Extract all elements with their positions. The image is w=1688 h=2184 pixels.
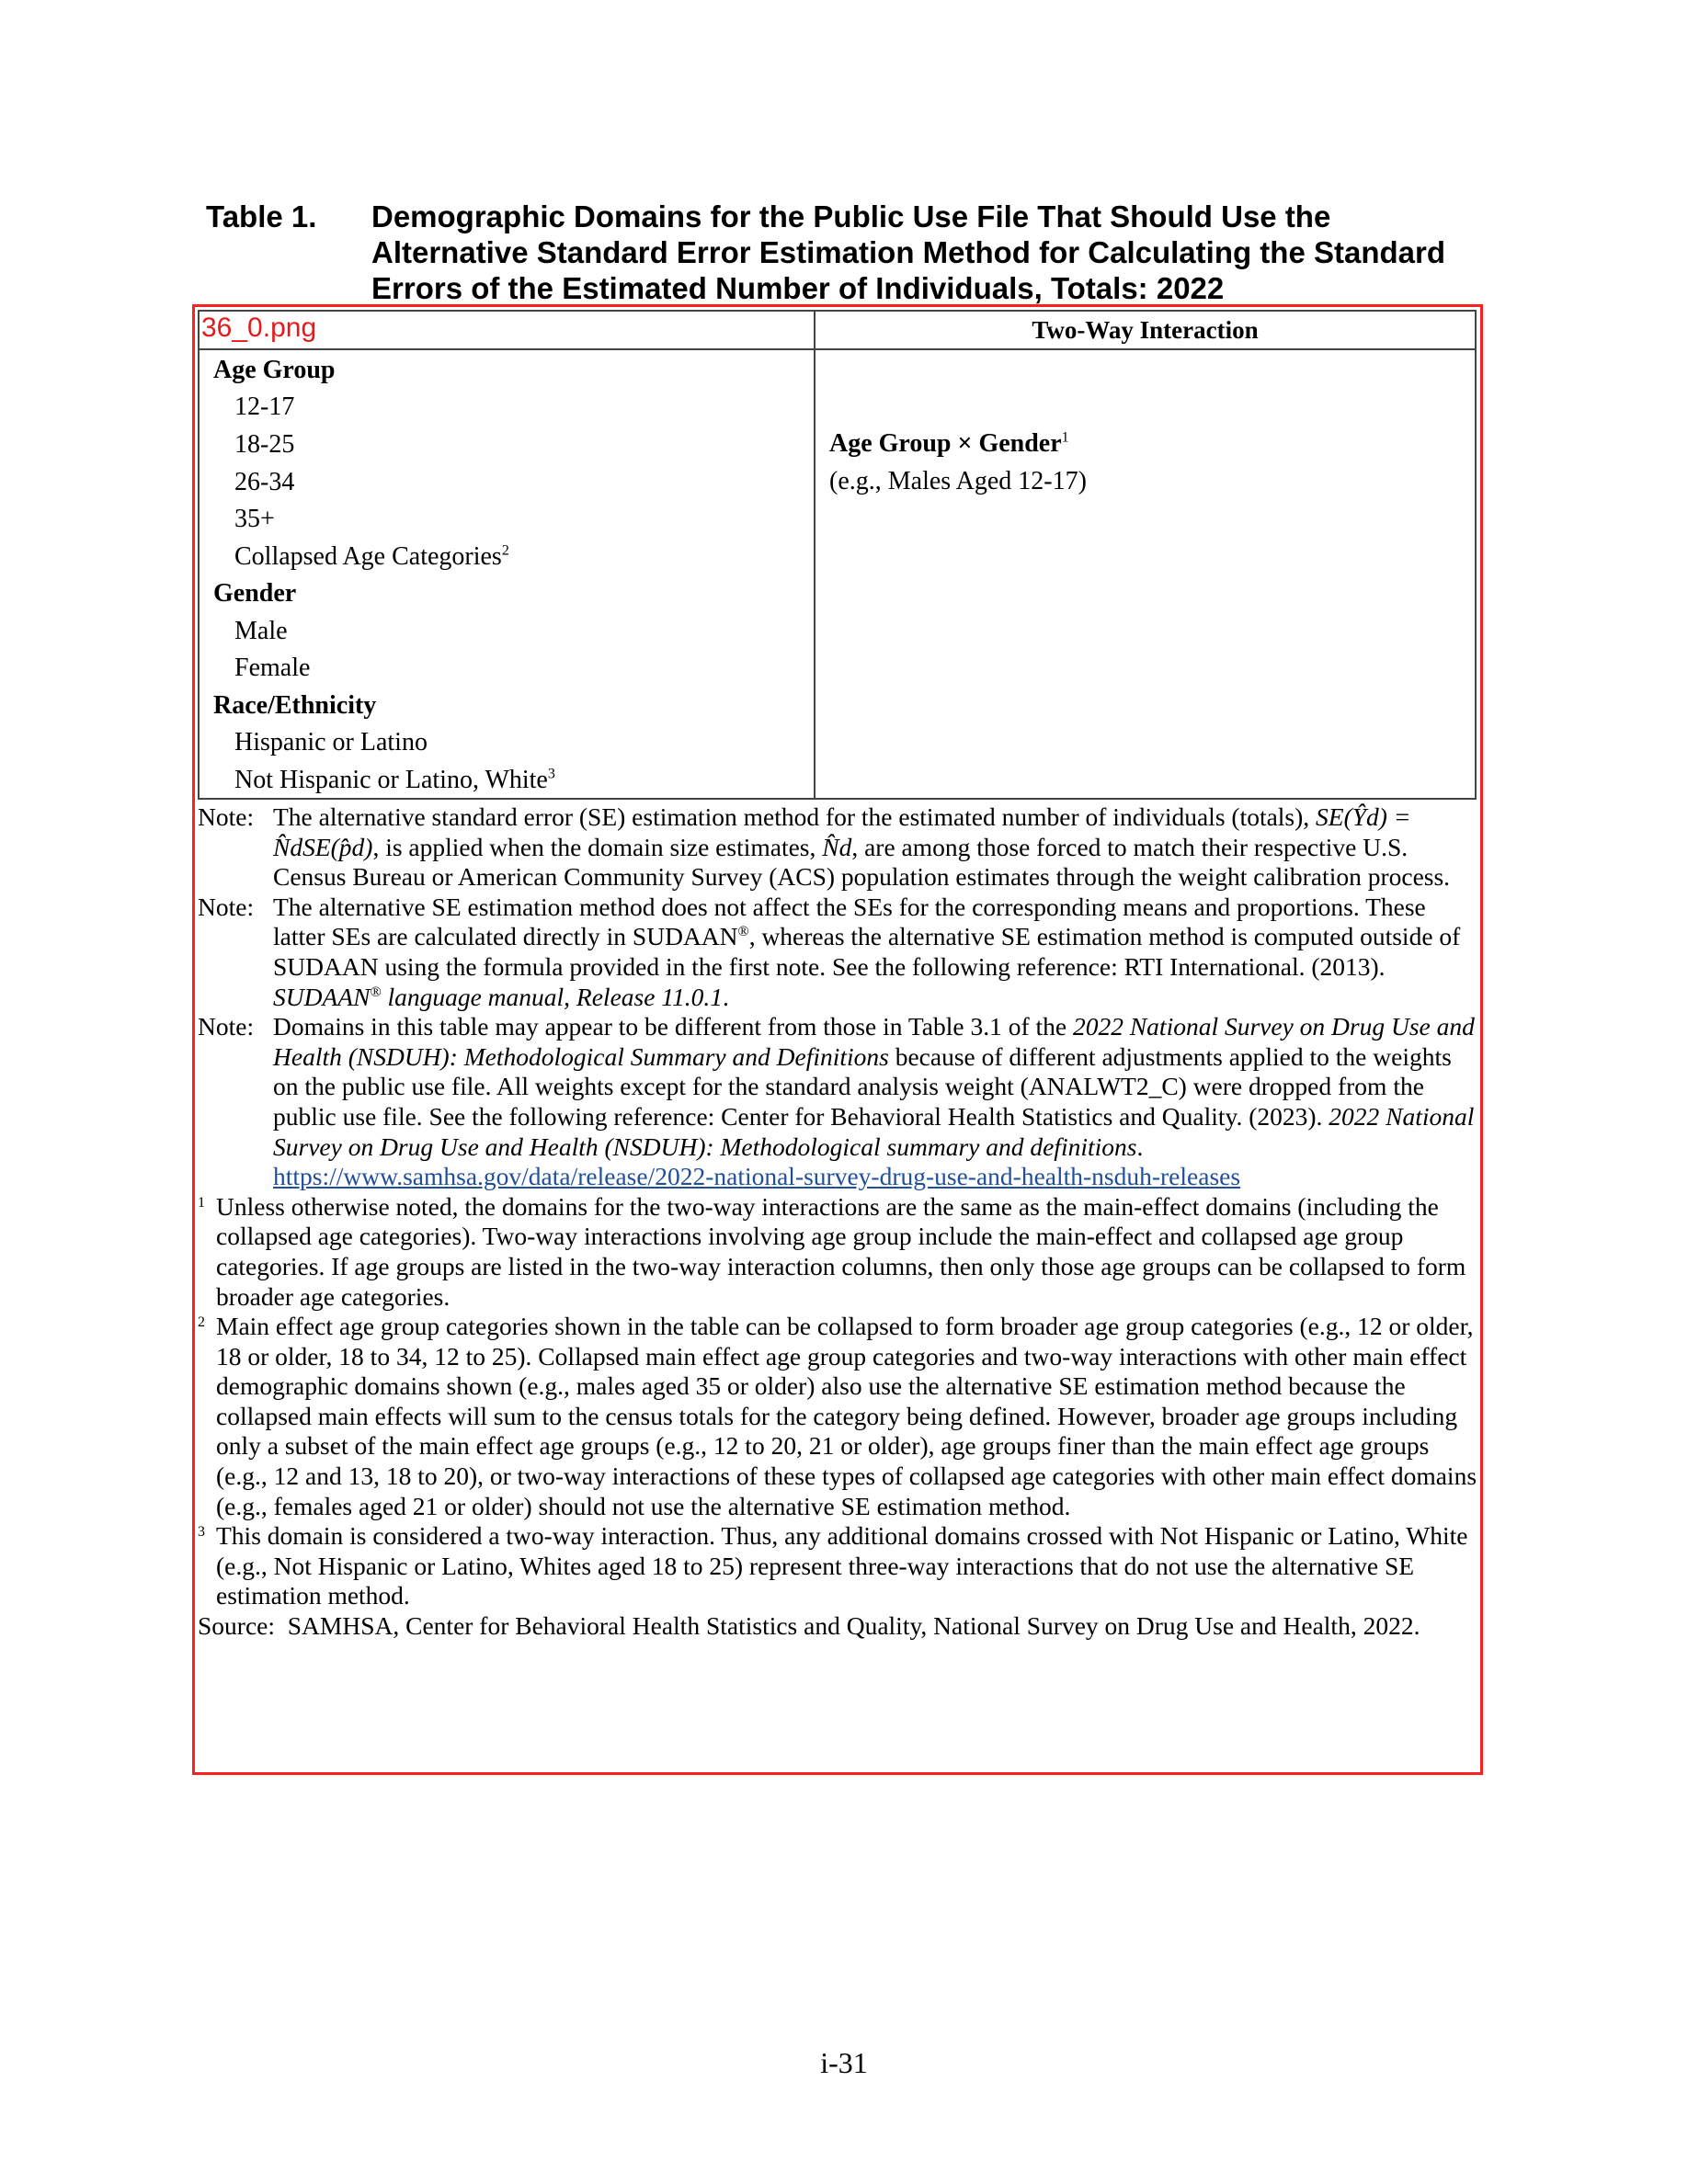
heading-race-ethnicity: Race/Ethnicity xyxy=(213,691,377,720)
interaction-label: Age Group × Gender xyxy=(829,429,1062,458)
footnote-marker: 1 xyxy=(198,1194,205,1211)
footnote-marker: 2 xyxy=(198,1314,205,1331)
footnote-2 xyxy=(198,1312,1480,1521)
source-text: SAMHSA, Center for Behavioral Health Statistics and Quality, National Survey on Drug Use and Health, 2022. xyxy=(287,1611,1420,1641)
heading-age-group: Age Group xyxy=(213,356,336,384)
header-two-way-interaction: Two-Way Interaction xyxy=(815,312,1475,350)
note-1-mid: , is applied when the domain size estimates, xyxy=(372,832,816,861)
nd-symbol: N̂d xyxy=(822,832,852,861)
interaction-column xyxy=(815,350,1475,798)
samhsa-release-link[interactable]: https://www.samhsa.gov/data/release/2022-national-survey-drug-use-and-health-nsduh-releases xyxy=(273,1162,1241,1191)
sudaan-italic-2: language manual, Release 11.0.1 xyxy=(387,982,724,1011)
note-1 xyxy=(198,802,1480,893)
gender-female: Female xyxy=(234,654,311,682)
note-2-a: The alternative SE estimation method does not affect the SEs for the corresponding means and proportions. These latter SEs are calculated directly in SUDAAN xyxy=(273,892,1426,951)
heading-gender: Gender xyxy=(213,579,297,608)
page-number: i-31 xyxy=(820,2046,868,2079)
source-note xyxy=(198,1611,1480,1642)
note-label: Note: xyxy=(198,1012,255,1041)
sudaan-manual-title xyxy=(273,983,723,1011)
gender-male: Male xyxy=(234,617,288,645)
source-label: Source: xyxy=(198,1611,276,1641)
not-hispanic-label: Not Hispanic or Latino, White xyxy=(234,766,548,794)
interaction-example: (e.g., Males Aged 12-17) xyxy=(829,467,1087,495)
se-formula: SE(Ŷd) = N̂dSE(p̂d) xyxy=(273,802,1411,861)
table-title-text: Demographic Domains for the Public Use File That Should Use the Alternative Standard Error Estimation Method for Calculating the Standard Errors of the Estimated Number of Individuals, Totals: 2022 xyxy=(371,199,1445,305)
footnote-3-text: This domain is considered a two-way interaction. Thus, any additional domains crossed with Not Hispanic or Latino, White (e.g., Not Hispanic or Latino, Whites aged 18 to 25) represent three-way interactions that do not use the alternative SE estimation method. xyxy=(216,1521,1468,1610)
table-title xyxy=(206,199,1493,306)
age-18-25: 18-25 xyxy=(234,430,295,459)
collapsed-age-categories xyxy=(234,541,509,573)
footnote-1-text: Unless otherwise noted, the domains for the two-way interactions are the same as the main-effect domains (including the collapsed age categories). Two-way interactions involving age group include the main-effect and collapsed age group categories. If age groups are listed in the two-way interaction columns, then only those age groups can be collapsed to form broader age categories. xyxy=(216,1191,1466,1311)
note-3-italic-2: 2022 National Survey on Drug Use and Health (NSDUH): Methodological summary and definitions xyxy=(273,1101,1475,1161)
note-label: Note: xyxy=(198,802,255,831)
registered-mark: ® xyxy=(737,924,749,940)
notes-section xyxy=(198,802,1480,1642)
age-26-34: 26-34 xyxy=(234,468,295,496)
note-2-b: , whereas the alternative SE estimation method is computed outside of SUDAAN using the formula provided in the first note. See the following reference: RTI International. (2013). xyxy=(273,922,1461,981)
race-hispanic: Hispanic or Latino xyxy=(234,728,428,756)
not-hispanic-footnote-marker: 3 xyxy=(547,766,555,782)
note-1-rest: , are among those forced to match their respective U.S. Census Bureau or American Community Survey (ACS) population estimates through the weight calibration process. xyxy=(273,832,1451,892)
sudaan-italic: SUDAAN xyxy=(273,982,371,1011)
domains-table xyxy=(198,310,1477,800)
note-3-italic: 2022 National Survey on Drug Use and Health (NSDUH): Methodological Summary and Definitions xyxy=(273,1012,1475,1071)
note-1-line1: The alternative standard error (SE) estimation method for the estimated number of individuals (totals), xyxy=(273,802,1310,831)
age-35-plus: 35+ xyxy=(234,505,275,533)
footnote-1 xyxy=(198,1192,1480,1312)
race-not-hispanic-white xyxy=(234,765,555,796)
interaction-footnote-marker: 1 xyxy=(1061,429,1069,446)
collapsed-label: Collapsed Age Categories xyxy=(234,542,502,571)
note-3-a: Domains in this table may appear to be different from those in Table 3.1 of the xyxy=(273,1012,1067,1041)
footnote-2-text: Main effect age group categories shown in the table can be collapsed to form broader age group categories (e.g., 12 or older, 18 or older, 18 to 34, 12 to 25). Collapsed main effect age group categories and two-way interactions with other main effect demographic domains shown (e.g., males aged 35 or older) also use the alternative SE estimation method because the collapsed main effects will sum to the census totals for the category being defined. However, broader age groups including only a subset of the main effect age groups (e.g., 12 to 20, 21 or older), age groups finer than the main effect age groups (e.g., 12 and 13, 18 to 20), or two-way interactions of these types of collapsed age categories with other main effect domains (e.g., females aged 21 or older) should not use the alternative SE estimation method. xyxy=(216,1312,1477,1520)
note-label: Note: xyxy=(198,892,255,921)
age-12-17: 12-17 xyxy=(234,392,295,421)
footnote-3 xyxy=(198,1521,1480,1611)
footnote-marker: 3 xyxy=(198,1524,205,1541)
note-2: Note: The alternative SE estimation method does not affect the SEs for the corresponding means and proportions. These latter SEs are calculated directly in SUDAAN®, whereas the alternative SE estimation method is computed outside of SUDAAN using the formula provided in the first note. See the following reference: RTI International. (2013). SUDAAN® language manual, Release 11.0.1. xyxy=(198,892,1461,1011)
registered-mark: ® xyxy=(370,984,382,1000)
image-label: 36_0.png xyxy=(201,313,317,343)
interaction-age-gender xyxy=(829,426,1069,462)
note-3: Note: Domains in this table may appear to be different from those in Table 3.1 of the 2022 National Survey on Drug Use and Health (NSDUH): Methodological Summary and Definitions because of different adjustments applied to the weights on the public use file. All weights except for the standard analysis weight (ANALWT2_C) were dropped from the public use file. See the following reference: Center for Behavioral Health Statistics and Quality. (2023). 2022 National Survey on Drug Use and Health (NSDUH): Methodological summary and definitions. https://www.samhsa.gov/data/release/2022-national-survey-drug-use-and-health-nsduh-releases xyxy=(198,1012,1475,1191)
collapsed-footnote-marker: 2 xyxy=(501,542,509,559)
note-3-b: because of different adjustments applied to the weights on the public use file. All weights except for the standard analysis weight (ANALWT2_C) were dropped from the public use file. See the following reference: Center for Behavioral Health Statistics and Quality. (2023). xyxy=(273,1041,1452,1131)
table-number: Table 1. xyxy=(206,199,317,233)
main-effect-column xyxy=(200,350,815,798)
